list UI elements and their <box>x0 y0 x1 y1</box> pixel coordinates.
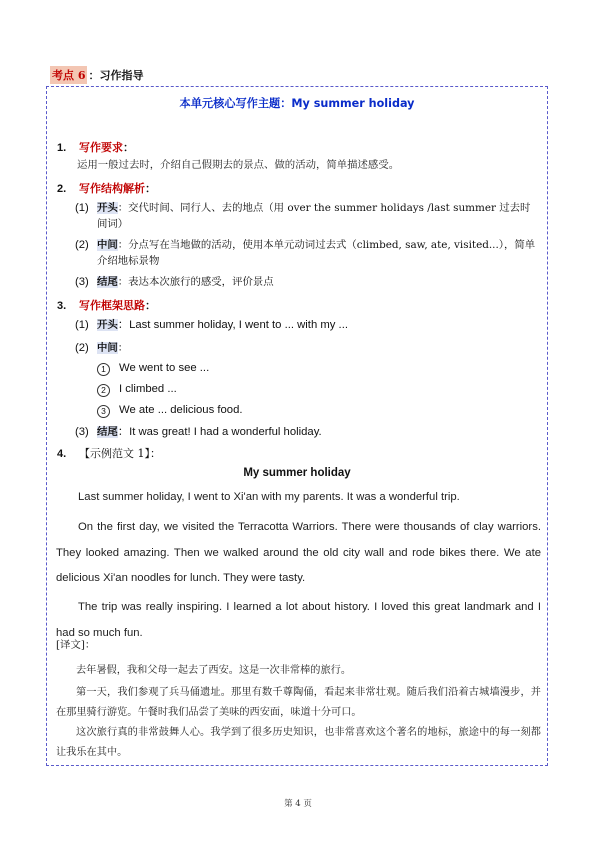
list-item: (3) 结尾：表达本次旅行的感受，评价景点 <box>75 276 274 288</box>
content-frame <box>46 86 548 766</box>
list-item: (3) 结尾：It was great! I had a wonderful holiday. <box>75 426 322 438</box>
translation-paragraph: 去年暑假，我和父母一起去了西安。这是一次非常棒的旅行。 <box>76 665 352 676</box>
keyword: 结尾 <box>97 276 118 288</box>
section-2-heading: 2. 写作结构解析： <box>57 182 156 195</box>
translation-label: [译文]： <box>56 639 96 651</box>
section-heading <box>50 66 143 84</box>
section-title: 写作要求 <box>79 141 123 154</box>
keyword: 开头 <box>97 202 118 214</box>
keyword: 开头 <box>97 319 118 331</box>
keyword: 中间 <box>97 342 118 354</box>
framework-point: 2 I climbed ... <box>97 383 177 397</box>
list-item: (1) 开头：Last summer holiday, I went to ... with my ... <box>75 319 348 331</box>
framework-point: 1 We went to see ... <box>97 362 209 376</box>
section-1-body: 运用一般过去时，介绍自己假期去的景点、做的活动，简单描述感受。 <box>77 159 400 171</box>
section-number: 1. <box>57 142 67 154</box>
section-title: 写作框架思路 <box>79 299 145 312</box>
essay-title: My summer holiday <box>243 467 351 479</box>
section-3-heading: 3. 写作框架思路： <box>57 299 156 312</box>
section-1-heading: 1. 写作要求： <box>57 141 134 154</box>
section-4-heading: 4. 【示例范文 1】： <box>57 447 161 460</box>
essay-paragraph: Last summer holiday, I went to Xi'an with my parents. It was a wonderful trip. <box>78 491 460 503</box>
translation-paragraph: 第一天，我们参观了兵马俑遗址。那里有数千尊陶俑，看起来非常壮观。随后我们沿着古城墙漫步，并在那里骑行游览。午餐时我们品尝了美味的西安面，味道十分可口。 <box>56 687 541 718</box>
keyword: 结尾 <box>97 426 118 438</box>
essay-paragraph: On the first day, we visited the Terracotta Warriors. There were thousands of clay warriors. They looked amazing. Then we walked around the old city wall and rode bikes there. We ate delicious Xi'an noodles for lunch. They were tasty. <box>56 521 541 584</box>
list-item: (2) 中间： <box>75 342 129 354</box>
kaodian-label: 考点 6 <box>50 66 87 84</box>
list-item: (2) 中间：分点写在当地做的活动，使用本单元动词过去式（climbed, saw, ate, visited...），简单介绍地标景物 <box>75 239 536 267</box>
essay-paragraph: The trip was really inspiring. I learned a lot about history. I loved this great landmark and I had so much fun. <box>56 601 541 639</box>
translation-paragraph: 这次旅行真的非常鼓舞人心。我学到了很多历史知识，也非常喜欢这个著名的地标，旅途中的每一刻都让我乐在其中。 <box>56 727 541 758</box>
section-title: 写作结构解析 <box>79 182 145 195</box>
writing-theme: 本单元核心写作主题：My summer holiday <box>179 97 415 110</box>
keyword: 中间 <box>97 239 118 251</box>
kaodian-title: ：习作指导 <box>88 69 144 82</box>
section-title: 【示例范文 1】： <box>79 447 161 460</box>
list-item: (1) 开头：交代时间、同行人、去的地点（用 over the summer holidays /last summer 过去时间词） <box>75 202 531 230</box>
page-number: 第 4 页 <box>284 799 312 809</box>
framework-point: 3 We ate ... delicious food. <box>97 404 243 418</box>
